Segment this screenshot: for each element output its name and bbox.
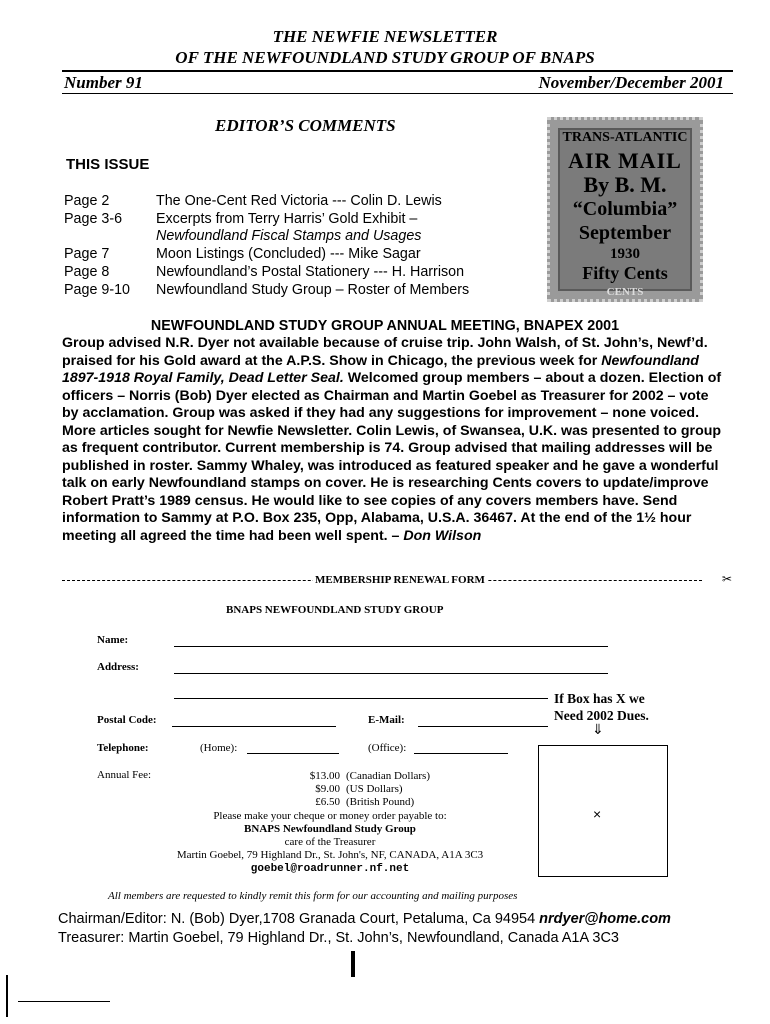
dues-checkbox[interactable] [538, 745, 668, 877]
toc-row [64, 228, 469, 246]
toc-title: Moon Listings (Concluded) --- Mike Sagar [156, 246, 421, 263]
newsletter-title: THE NEWFIE NEWSLETTER [272, 27, 498, 46]
newsletter-subtitle: OF THE NEWFOUNDLAND STUDY GROUP OF BNAPS [175, 48, 595, 67]
meeting-report [62, 335, 728, 545]
toc-page: Page 2 [64, 193, 110, 209]
toc-page: Page 7 [64, 246, 110, 263]
page-marker [351, 951, 355, 977]
form-group-title: BNAPS NEWFOUNDLAND STUDY GROUP [226, 604, 444, 616]
chairman-address: Chairman/Editor: N. (Bob) Dyer,1708 Granada Court, Petaluma, Ca 94954 [58, 911, 540, 927]
office-phone-label: (Office): [368, 742, 407, 754]
email-label: E-Mail: [368, 714, 405, 726]
report-author: Don Wilson [403, 527, 482, 544]
meeting-text: Welcomed group members – about a dozen. Election of officers – Norris (Bob) Dyer elected as Chairman and Martin Goebel as Treasurer for 2002 – vote by acclamation. Group was asked if they had any suggestions for improvement – none voiced. More articles sought for Newfie Newsletter. Colin Lewis, of Swansea, U.K. was presented to group as frequent contributor. Current membership is 74. Group advised that mailing addresses will be published in roster. Sammy Whaley, was introduced as featured speaker and he gave a wonderful talk on early Newfoundland stamps on cover. He is researching Cents covers to update/improve Robert Pratt’s 1989 census. He would like to see copies of any covers members have. Send information to Sammy at P.O. Box 235, Opp, Alabama, U.S.A. 36467. At the end of the 1½ hour meeting all agreed the time had been well spent. – [62, 370, 722, 544]
address-field-line1[interactable] [174, 673, 608, 674]
home-phone-field[interactable] [247, 753, 339, 754]
stamp-overprint-line: September [578, 222, 672, 244]
stamp-image [547, 117, 703, 302]
meeting-text: Group advised N.R. Dyer not available because of cruise trip. John Walsh, of St. John’s, Newf’d. praised for his Gold award at the A.P.S. Show in Chicago, the previous week for [62, 335, 708, 369]
address-label: Address: [97, 661, 139, 673]
fee-row [282, 770, 430, 783]
dues-mark: × [593, 806, 602, 822]
address-field-line2[interactable] [174, 698, 548, 699]
email-field[interactable] [418, 726, 548, 727]
fee-row [282, 796, 430, 809]
fee-currency: (British Pound) [346, 796, 415, 809]
cut-line [62, 572, 733, 586]
fee-table [282, 770, 430, 810]
down-arrow-icon: ⇓ [592, 723, 604, 738]
telephone-label: Telephone: [97, 742, 149, 754]
meeting-heading: NEWFOUNDLAND STUDY GROUP ANNUAL MEETING, BNAPEX 2001 [150, 318, 620, 334]
stamp-overprint-line: TRANS-ATLANTIC [562, 130, 688, 145]
treasurer-email: goebel@roadrunner.nf.net [250, 863, 410, 875]
stamp-overprint-line: “Columbia” [572, 198, 678, 220]
postal-code-label: Postal Code: [97, 714, 157, 726]
dues-note [554, 690, 649, 724]
toc-row [64, 264, 469, 282]
form-note: All members are requested to kindly remit this form for our accounting and mailing purposes [108, 890, 518, 902]
issue-date: November/December 2001 [538, 73, 724, 92]
payee-name: BNAPS Newfoundland Study Group [244, 823, 416, 835]
stamp-overprint-line: 1930 [610, 246, 640, 262]
toc-title: Newfoundland Study Group – Roster of Members [156, 281, 470, 298]
fee-amount: £6.50 [315, 796, 340, 809]
dues-note-line: Need 2002 Dues. [554, 708, 649, 723]
margin-dash [18, 1001, 110, 1002]
office-phone-field[interactable] [414, 753, 508, 754]
header-rule [62, 70, 733, 72]
dues-note-line: If Box has X we [554, 691, 645, 706]
fee-currency: (Canadian Dollars) [346, 770, 430, 782]
exhibit-title: Newfoundland 1897-1918 Royal Family, Dead Letter Seal. [62, 352, 699, 386]
home-phone-label: (Home): [200, 742, 238, 754]
toc-page: Page 9-10 [64, 281, 130, 298]
toc-row [64, 193, 469, 211]
header-underline [62, 93, 733, 94]
stamp-overprint-line: AIR MAIL [568, 148, 682, 173]
toc-title: Newfoundland Fiscal Stamps and Usages [156, 228, 422, 245]
toc-page: Page 8 [64, 263, 110, 280]
fee-amount: $13.00 [309, 770, 340, 782]
scissors-icon: ✂ [722, 572, 733, 586]
stamp-denomination: CENTS [606, 286, 644, 298]
fee-row [282, 783, 430, 796]
payable-instruction: Please make your cheque or money order payable to: [213, 810, 447, 822]
this-issue-heading: THIS ISSUE [66, 156, 150, 173]
stamp-overprint-line: By B. M. [583, 172, 667, 197]
annual-fee-label: Annual Fee: [97, 769, 152, 781]
toc-row [64, 211, 469, 229]
chairman-line [58, 911, 671, 927]
chairman-email[interactable]: nrdyer@home.com [539, 911, 671, 927]
treasurer-address: Martin Goebel, 79 Highland Dr., St. John's, NF, CANADA, A1A 3C3 [176, 849, 484, 861]
issue-number: Number 91 [64, 73, 143, 92]
renewal-form-heading: MEMBERSHIP RENEWAL FORM [315, 574, 485, 586]
fee-currency: (US Dollars) [346, 783, 403, 796]
care-of-line: care of the Treasurer [284, 836, 376, 848]
editors-comments-heading: EDITOR’S COMMENTS [215, 116, 396, 135]
name-label: Name: [97, 634, 129, 646]
postal-code-field[interactable] [172, 726, 336, 727]
toc-title: Newfoundland’s Postal Stationery --- H. Harrison [156, 263, 465, 280]
toc-row [64, 246, 469, 264]
toc-page [64, 228, 156, 246]
fee-amount: $9.00 [315, 783, 340, 796]
toc-title: The One-Cent Red Victoria --- Colin D. Lewis [156, 193, 442, 209]
toc-page: Page 3-6 [64, 210, 123, 227]
stamp-overprint-line: Fifty Cents [582, 263, 668, 283]
table-of-contents [64, 193, 469, 299]
name-field[interactable] [174, 646, 608, 647]
toc-title: Excerpts from Terry Harris’ Gold Exhibit – [156, 210, 418, 227]
margin-mark [6, 975, 8, 1017]
treasurer-line: Treasurer: Martin Goebel, 79 Highland Dr., St. John’s, Newfoundland, Canada A1A 3C3 [58, 930, 619, 946]
toc-row [64, 282, 469, 300]
